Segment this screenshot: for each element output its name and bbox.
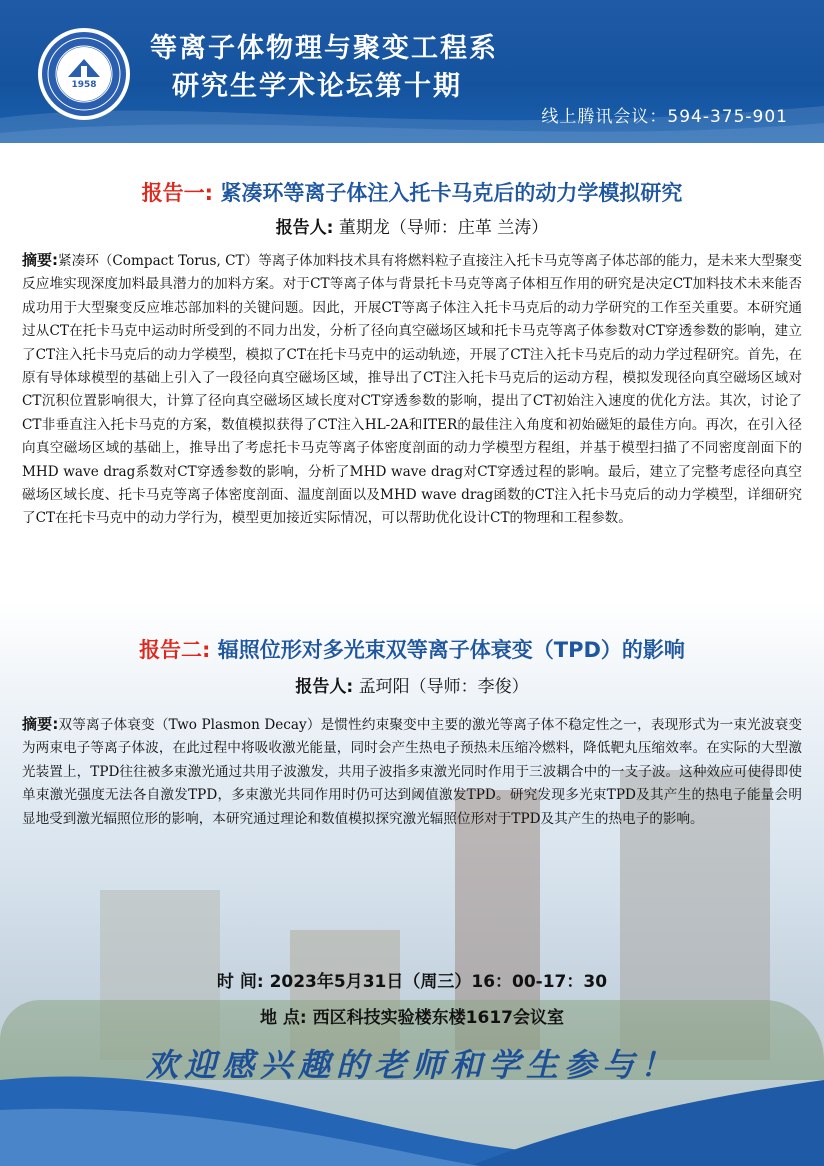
report1-abstract-text: 紧凑环（Compact Torus, CT）等离子体加料技术具有将燃料粒子直接注入托卡马克等离子体芯部的能力，是未来大型聚变反应堆实现深度加料最具潜力的加料方案。对于CT等离子体与背景托卡马克等离子体相互作用的研究是决定CT加料技术未来能否成功用于大型聚变反应堆芯部加料的关键问题。因此，开展CT等离子体注入托卡马克后的动力学研究的工作至关重要。本研究通过从CT在托卡马克中运动时所受到的不同力出发，分析了径向真空磁场区域和托卡马克等离子体参数对CT穿透参数的影响，建立了CT注入托卡马克后的动力学模型，模拟了CT在托卡马克中的运动轨迹，开展了CT注入托卡马克后的动力学过程研究。首先，在原有导体球模型的基础上引入了一段径向真空磁场区域，推导出了CT注入托卡马克后的运动方程，模拟发现径向真空磁场区域对CT沉积位置影响很大，计算了径向真空磁场区域长度对CT穿透参数的影响，提出了CT初始注入速度的优化方法。其次，讨论了CT非垂直注入托卡马克的方案，数值模拟获得了CT注入HL-2A和ITER的最佳注入角度和初始磁矩的最佳方向。再次，在引入径向真空磁场区域的基础上，推导出了考虑托卡马克等离子体密度剖面的动力学模型方程组，并基于模型扫描了不同密度剖面下的MHD wave drag系数对CT穿透参数的影响，分析了MHD wave drag对CT穿透过程的影响。最后，建立了完整考虑径向真空磁场区域长度、托卡马克等离子体密度剖面、温度剖面以及MHD wave drag函数的CT注入托卡马克后的动力学模型，详细研究了CT在托卡马克中的动力学行为，模型更加接近实际情况，可以帮助优化设计CT的物理和工程参数。 xyxy=(22,253,803,527)
event-place xyxy=(0,1003,824,1028)
meeting-label: 线上腾讯会议： xyxy=(541,107,668,127)
report2-reporter-name: 孟珂阳（导师：李俊） xyxy=(358,677,529,697)
header-banner xyxy=(0,0,824,143)
report1-reporter-name: 董期龙（导师：庄革 兰涛） xyxy=(338,218,549,238)
forum-department-title: 等离子体物理与聚变工程系 xyxy=(150,33,498,64)
report1-title-text: 紧凑环等离子体注入托卡马克后的动力学模拟研究 xyxy=(220,181,683,205)
report2-reporter xyxy=(0,672,824,697)
report1-prefix: 报告一: xyxy=(141,181,214,205)
report2-abstract-label: 摘要: xyxy=(22,715,59,733)
event-time-value: 2023年5月31日（周三）16：00-17：30 xyxy=(269,972,608,992)
forum-issue-title: 研究生学术论坛第十期 xyxy=(172,71,462,102)
welcome-slogan: 欢迎感兴趣的老师和学生参与！ xyxy=(145,1046,678,1084)
report1-title xyxy=(0,177,824,207)
logo-year: 1958 xyxy=(71,80,97,90)
report1-reporter xyxy=(0,213,824,238)
report2-reporter-label: 报告人: xyxy=(295,677,354,697)
report2-abstract-text: 双等离子体衰变（Two Plasmon Decay）是惯性约束聚变中主要的激光等离子体不稳定性之一，表现形式为一束光波衰变为两束电子等离子体波，在此过程中将吸收激光能量，同时会产生热电子预热未压缩冷燃料，降低靶丸压缩效率。在实际的大型激光装置上，TPD往往被多束激光通过共用子波激发，共用子波指多束激光同时作用于三波耦合中的一支子波。这种效应可使得即使单束激光强度无法各自激发TPD，多束激光共同作用时仍可达到阈值激发TPD。研究发现多光束TPD及其产生的热电子能量会明显地受到激光辐照位形的影响，本研究通过理论和数值模拟探究激光辐照位形对于TPD及其产生的热电子的影响。 xyxy=(22,717,803,827)
meeting-info xyxy=(541,102,788,127)
report1-abstract-label: 摘要: xyxy=(22,251,59,269)
report1-reporter-label: 报告人: xyxy=(275,218,334,238)
report2-abstract xyxy=(22,713,802,831)
report2-title xyxy=(0,634,824,664)
report2-prefix: 报告二: xyxy=(139,638,211,662)
meeting-id: 594-375-901 xyxy=(667,107,788,127)
university-logo xyxy=(38,28,130,120)
event-time-label: 时 间: xyxy=(216,972,264,992)
event-time xyxy=(0,967,824,992)
report1-abstract xyxy=(22,249,802,531)
event-place-value: 西区科技实验楼东楼1617会议室 xyxy=(312,1008,564,1028)
report2-title-text: 辐照位形对多光束双等离子体衰变（TPD）的影响 xyxy=(217,638,685,662)
event-place-label: 地 点: xyxy=(260,1008,307,1028)
